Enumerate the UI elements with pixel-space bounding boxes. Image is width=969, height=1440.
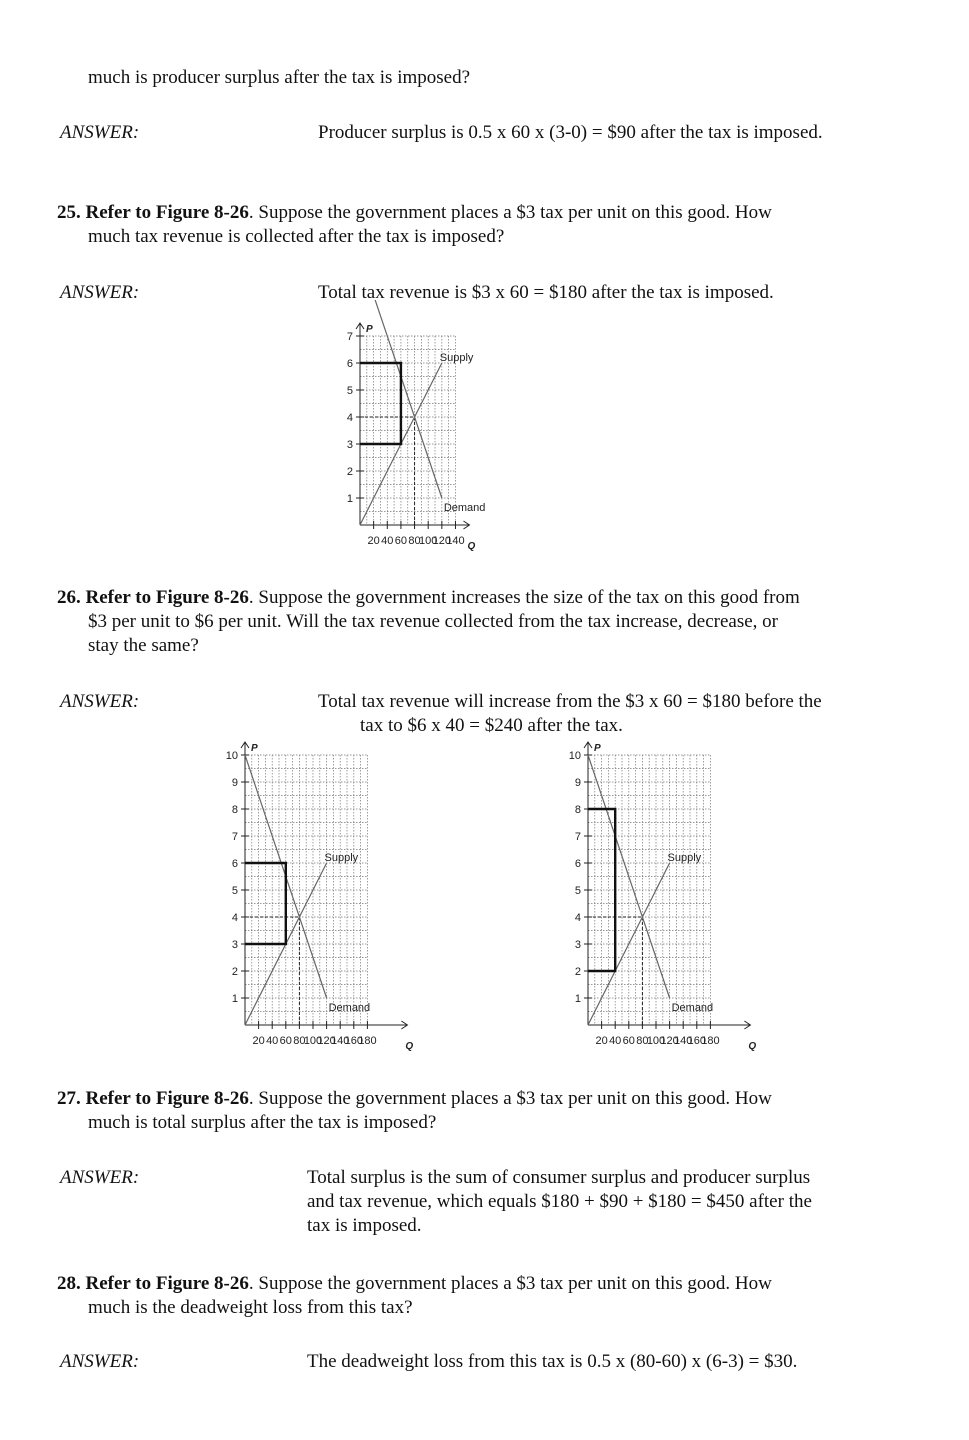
question-28-line2: much is the deadweight loss from this tax? <box>88 1297 413 1318</box>
x-tick-label: 140 <box>674 1035 693 1047</box>
y-tick-label: 7 <box>346 331 353 343</box>
demand-label: Demand <box>443 502 486 514</box>
answer-27-line2: and tax revenue, which equals $180 + $90 + $180 = $450 after the <box>307 1191 812 1212</box>
y-tick-label: 8 <box>574 804 581 816</box>
y-axis-label: P <box>594 743 601 754</box>
y-tick-label: 2 <box>346 466 353 478</box>
y-tick-label: 6 <box>346 358 353 370</box>
x-tick-label: 40 <box>266 1035 279 1047</box>
question-25-text: . Suppose the government places a $3 tax per unit on this good. How <box>248 202 772 223</box>
y-tick-label: 1 <box>231 993 238 1005</box>
x-tick-label: 60 <box>394 535 408 547</box>
answer-label-24: ANSWER: <box>60 122 140 143</box>
y-tick-label: 1 <box>346 493 353 505</box>
x-tick-label: 140 <box>446 535 465 547</box>
answer-27-line1: Total surplus is the sum of consumer surplus and producer surplus <box>307 1167 811 1188</box>
x-tick-label: 20 <box>595 1035 608 1047</box>
question-27-line2: much is total surplus after the tax is imposed? <box>88 1112 437 1133</box>
y-tick-label: 9 <box>574 777 581 789</box>
x-tick-label: 120 <box>432 535 452 547</box>
x-tick-label: 40 <box>381 535 394 547</box>
question-26-line1 <box>57 586 800 610</box>
x-axis-label: Q <box>467 541 476 552</box>
y-tick-label: 7 <box>574 831 581 843</box>
question-27-number: 27. <box>57 1088 81 1109</box>
y-tick-label: 5 <box>574 885 581 897</box>
y-tick-label: 8 <box>231 804 238 816</box>
y-tick-label: 4 <box>231 912 238 924</box>
x-tick-label: 140 <box>331 1035 350 1047</box>
demand-label: Demand <box>671 1002 714 1014</box>
x-tick-label: 60 <box>622 1035 635 1047</box>
x-tick-label: 40 <box>609 1035 622 1047</box>
y-tick-label: 5 <box>346 385 353 397</box>
answer-24: Producer surplus is 0.5 x 60 x (3-0) = $90 after the tax is imposed. <box>318 122 823 143</box>
answer-28: The deadweight loss from this tax is 0.5 x (80-60) x (6-3) = $30. <box>307 1351 798 1372</box>
q24-tail: much is producer surplus after the tax is imposed? <box>88 67 471 88</box>
question-26-line2: $3 per unit to $6 per unit. Will the tax revenue collected from the tax increase, decrease, or <box>88 611 779 632</box>
y-tick-label: 1 <box>574 993 581 1005</box>
y-axis-label: P <box>251 743 258 754</box>
x-tick-label: 20 <box>367 535 380 547</box>
x-tick-label: 180 <box>701 1035 720 1047</box>
x-tick-label: 100 <box>303 1035 323 1047</box>
question-28-ref: Refer to Figure 8-26 <box>85 1273 249 1294</box>
answer-25: Total tax revenue is $3 x 60 = $180 after the tax is imposed. <box>318 282 774 303</box>
question-25-number: 25. <box>57 202 81 223</box>
x-tick-label: 80 <box>293 1035 306 1047</box>
answer-26-line2: tax to $6 x 40 = $240 after the tax. <box>360 715 623 736</box>
x-tick-label: 180 <box>358 1035 377 1047</box>
y-tick-label: 10 <box>568 750 581 762</box>
figure-8-26-tax-3 <box>205 735 545 1060</box>
question-26-ref: Refer to Figure 8-26 <box>85 587 249 608</box>
y-axis-label: P <box>366 324 373 335</box>
supply-label: Supply <box>667 852 702 864</box>
y-tick-label: 5 <box>231 885 238 897</box>
answer-label-26: ANSWER: <box>60 691 140 712</box>
y-tick-label: 2 <box>231 966 238 978</box>
supply-label: Supply <box>439 352 474 364</box>
question-28-line1 <box>57 1272 772 1296</box>
question-26-line3: stay the same? <box>88 635 199 656</box>
x-tick-label: 160 <box>344 1035 363 1047</box>
x-tick-label: 20 <box>252 1035 265 1047</box>
answer-27-line3: tax is imposed. <box>307 1215 422 1236</box>
x-tick-label: 100 <box>419 535 438 547</box>
question-27-text: . Suppose the government places a $3 tax per unit on this good. How <box>248 1088 772 1109</box>
y-tick-label: 3 <box>231 939 238 951</box>
supply-label: Supply <box>324 852 359 864</box>
question-26-text: . Suppose the government increases the size of the tax on this good from <box>248 587 800 608</box>
answer-label-28: ANSWER: <box>60 1351 140 1372</box>
demand-label: Demand <box>328 1002 371 1014</box>
x-tick-label: 80 <box>636 1035 649 1047</box>
y-tick-label: 3 <box>346 439 353 451</box>
answer-label-25: ANSWER: <box>60 282 140 303</box>
x-tick-label: 120 <box>317 1035 336 1047</box>
x-tick-label: 160 <box>687 1035 706 1047</box>
answer-26-line1: Total tax revenue will increase from the $3 x 60 = $180 before the <box>318 691 822 712</box>
answer-label-27: ANSWER: <box>60 1167 140 1188</box>
x-axis-label: Q <box>748 1041 757 1052</box>
y-tick-label: 6 <box>231 858 238 870</box>
y-tick-label: 6 <box>574 858 581 870</box>
question-25-line2: much tax revenue is collected after the tax is imposed? <box>88 226 505 247</box>
y-tick-label: 4 <box>346 412 353 424</box>
question-25-ref: Refer to Figure 8-26 <box>85 202 249 223</box>
question-28-text: . Suppose the government places a $3 tax per unit on this good. How <box>248 1273 772 1294</box>
y-tick-label: 7 <box>231 831 238 843</box>
x-tick-label: 120 <box>660 1035 679 1047</box>
y-tick-label: 2 <box>574 966 581 978</box>
figure-8-26-small <box>330 300 590 560</box>
question-28-number: 28. <box>57 1273 81 1294</box>
y-tick-label: 3 <box>574 939 581 951</box>
x-tick-label: 80 <box>408 535 421 547</box>
x-tick-label: 100 <box>646 1035 666 1047</box>
question-27-line1 <box>57 1087 772 1111</box>
y-tick-label: 4 <box>574 912 581 924</box>
x-tick-label: 60 <box>279 1035 292 1047</box>
x-axis-label: Q <box>405 1041 414 1052</box>
y-tick-label: 10 <box>225 750 238 762</box>
figure-8-26-tax-6 <box>548 735 888 1060</box>
question-25-line1 <box>57 201 772 225</box>
question-26-number: 26. <box>57 587 81 608</box>
y-tick-label: 9 <box>231 777 238 789</box>
question-27-ref: Refer to Figure 8-26 <box>85 1088 249 1109</box>
